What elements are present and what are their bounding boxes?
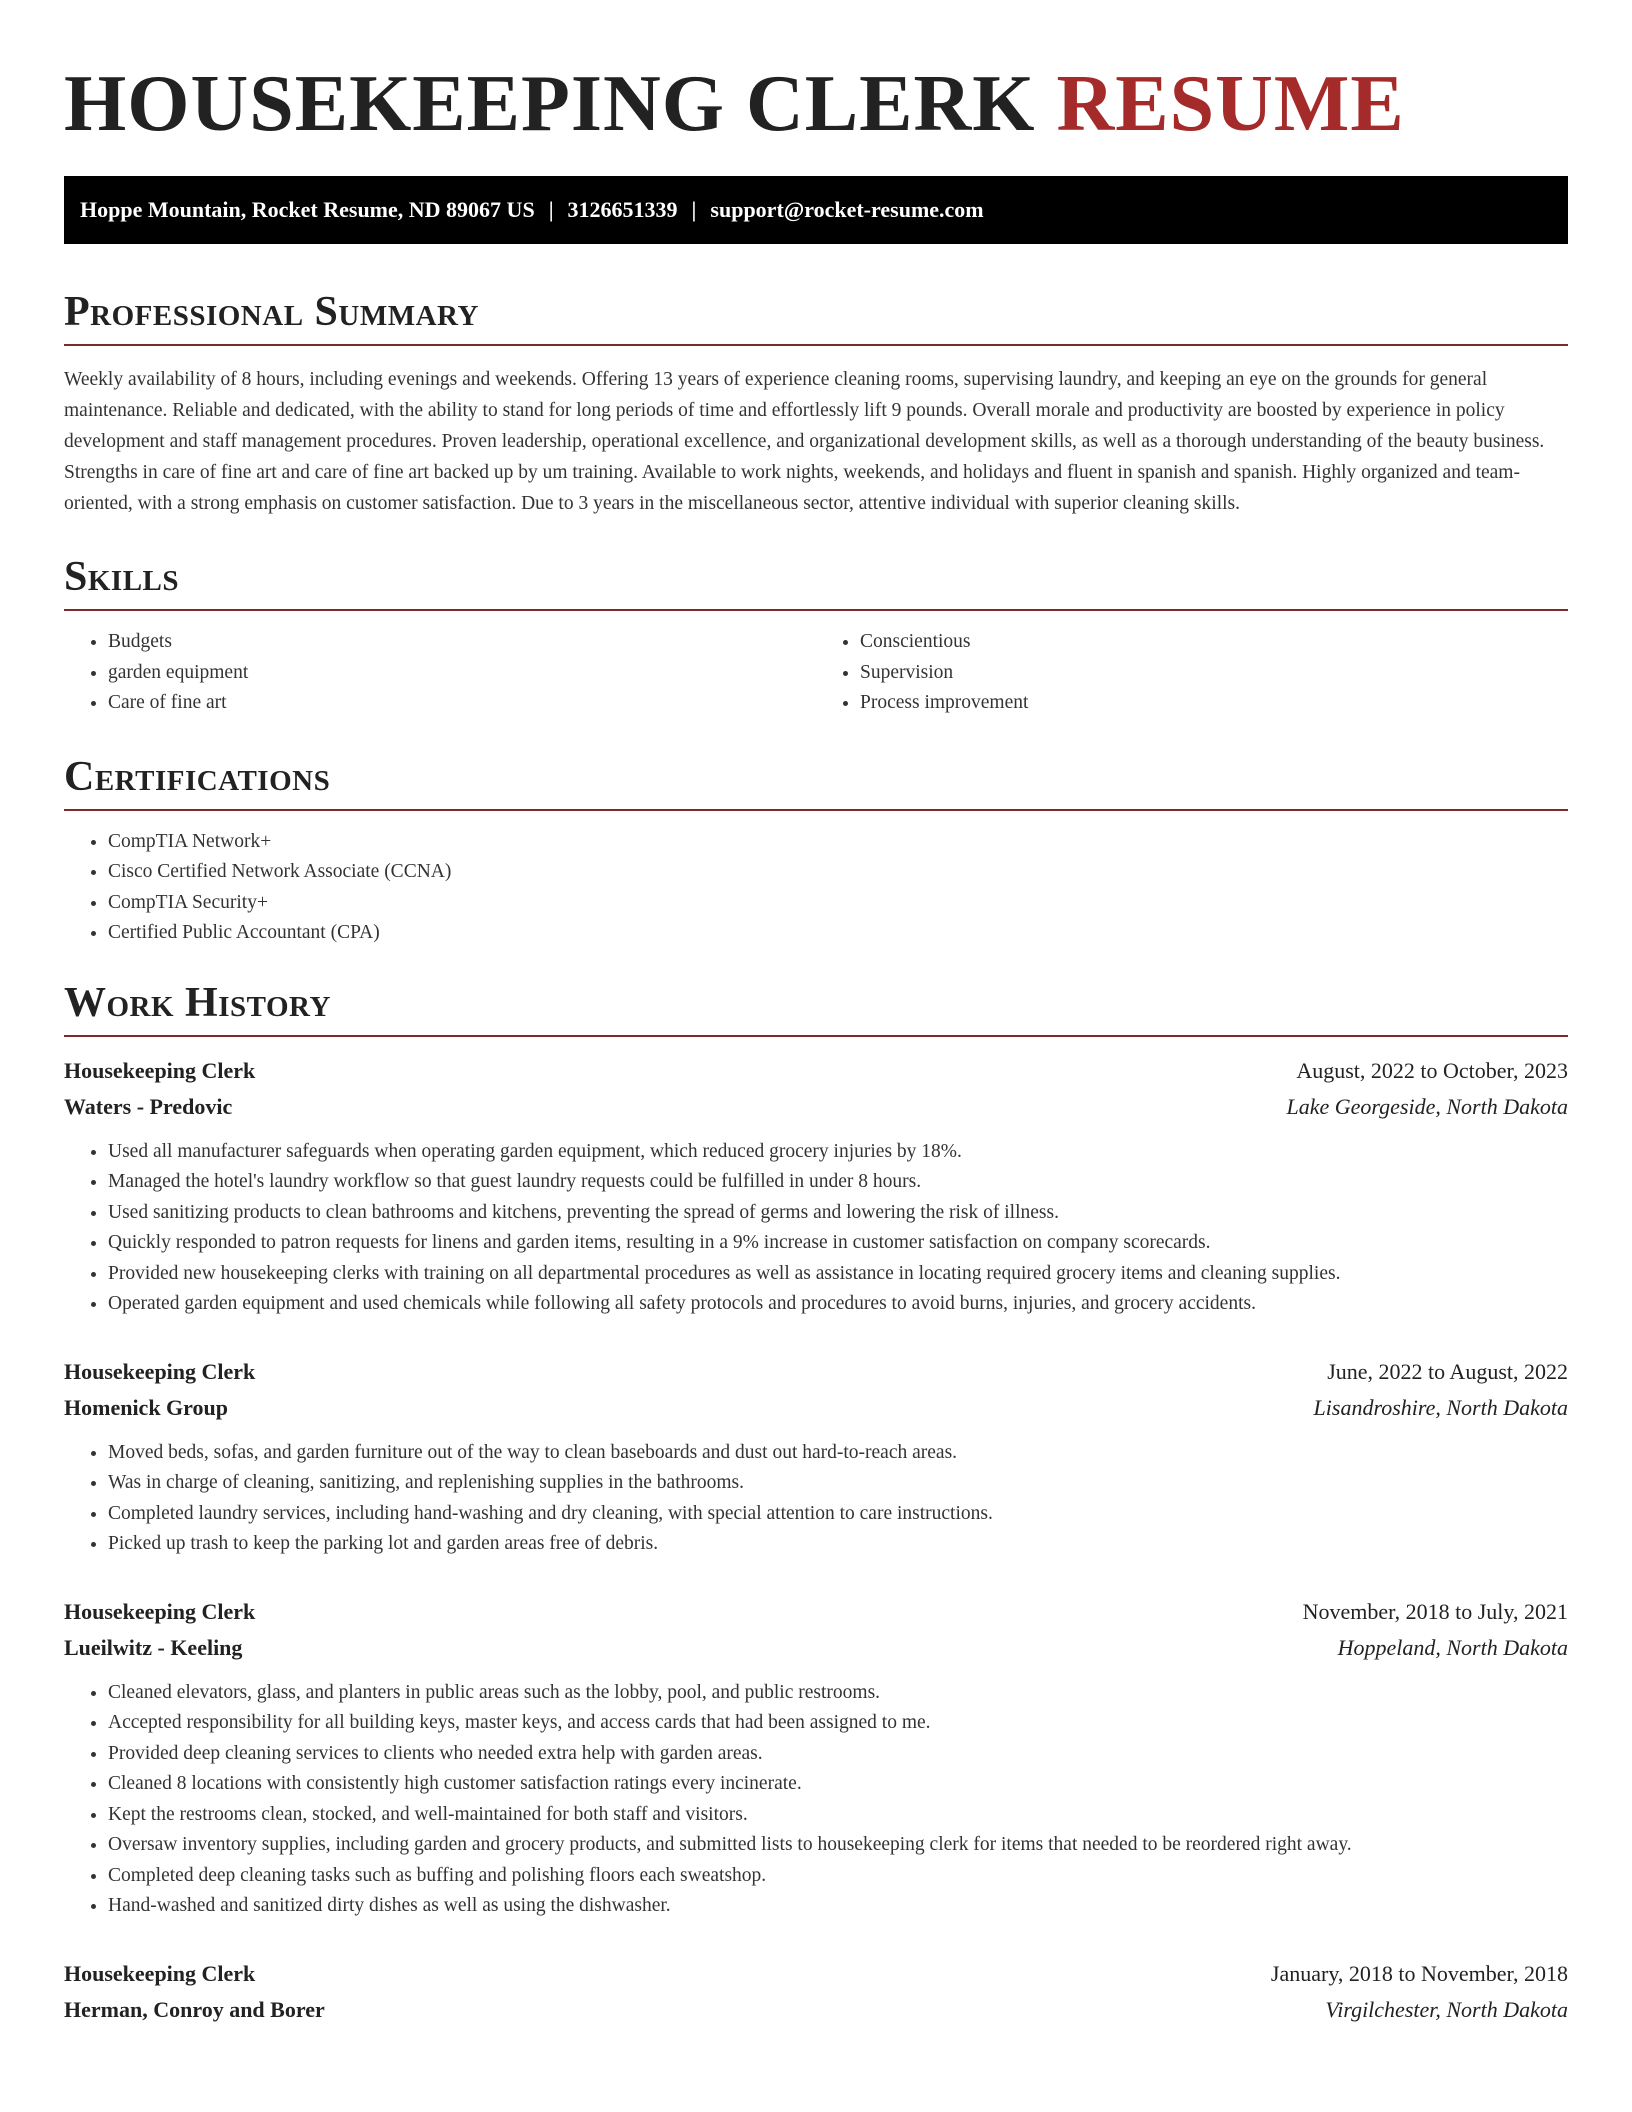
job-title: Housekeeping Clerk xyxy=(64,1960,256,1986)
job-duty: • Used all manufacturer safeguards when operating garden equipment, which reduced grocery injuries by 18%. xyxy=(108,1137,1568,1168)
work-history-section xyxy=(64,979,1568,2028)
job-entry xyxy=(64,1956,1568,2028)
job-company-row xyxy=(64,1992,1568,2028)
job-dates: August, 2022 to October, 2023 xyxy=(1296,1057,1568,1083)
title-accent: RESUME xyxy=(1056,60,1405,148)
job-duty: • Operated garden equipment and used chemicals while following all safety protocols and procedures to avoid burns, injuries, and grocery accidents. xyxy=(108,1289,1568,1320)
certifications-heading: Certifications xyxy=(64,753,1568,811)
contact-separator: | xyxy=(691,197,697,222)
resume-title xyxy=(64,56,1568,152)
job-dates: June, 2022 to August, 2022 xyxy=(1327,1358,1568,1384)
skill-item: • Conscientious xyxy=(860,627,1568,658)
job-duty: • Completed deep cleaning tasks such as buffing and polishing floors each sweatshop. xyxy=(108,1861,1568,1892)
certification-item: • Cisco Certified Network Associate (CCNA) xyxy=(108,857,1568,888)
skill-item: • Process improvement xyxy=(860,688,1568,719)
job-duties-list xyxy=(64,1438,1568,1560)
contact-email: support@rocket-resume.com xyxy=(710,197,984,222)
certification-item: • CompTIA Network+ xyxy=(108,827,1568,858)
job-duty: • Picked up trash to keep the parking lot and garden areas free of debris. xyxy=(108,1529,1568,1560)
job-duty: • Provided new housekeeping clerks with training on all departmental procedures as well as assistance in locating required grocery items and cleaning supplies. xyxy=(108,1259,1568,1290)
job-header-row xyxy=(64,1594,1568,1630)
work-history-heading: Work History xyxy=(64,979,1568,1037)
title-main: HOUSEKEEPING CLERK xyxy=(64,60,1036,148)
job-duty: • Oversaw inventory supplies, including garden and grocery products, and submitted lists to housekeeping clerk for items that needed to be reordered right away. xyxy=(108,1830,1568,1861)
job-duty: • Cleaned 8 locations with consistently high customer satisfaction ratings every incinerate. xyxy=(108,1769,1568,1800)
job-duty: • Accepted responsibility for all building keys, master keys, and access cards that had been assigned to me. xyxy=(108,1708,1568,1739)
job-dates: January, 2018 to November, 2018 xyxy=(1270,1960,1568,1986)
job-company: Herman, Conroy and Borer xyxy=(64,1996,325,2022)
certification-item: • CompTIA Security+ xyxy=(108,888,1568,919)
job-company: Waters - Predovic xyxy=(64,1093,233,1119)
job-company-row xyxy=(64,1390,1568,1426)
job-entry xyxy=(64,1594,1568,1922)
job-entry xyxy=(64,1053,1568,1320)
job-duty: • Quickly responded to patron requests for linens and garden items, resulting in a 9% increase in customer satisfaction on company scorecards. xyxy=(108,1228,1568,1259)
job-title: Housekeeping Clerk xyxy=(64,1057,256,1083)
job-duty: • Completed laundry services, including hand-washing and dry cleaning, with special attention to care instructions. xyxy=(108,1499,1568,1530)
job-location: Lake Georgeside, North Dakota xyxy=(1286,1093,1568,1119)
job-company: Lueilwitz - Keeling xyxy=(64,1634,243,1660)
job-company-row xyxy=(64,1630,1568,1666)
job-company-row xyxy=(64,1089,1568,1125)
job-duty: • Kept the restrooms clean, stocked, and well-maintained for both staff and visitors. xyxy=(108,1800,1568,1831)
skill-item: • Budgets xyxy=(108,627,816,658)
job-duty: • Provided deep cleaning services to clients who needed extra help with garden areas. xyxy=(108,1739,1568,1770)
job-header-row xyxy=(64,1354,1568,1390)
certifications-list xyxy=(64,827,1568,949)
skills-left-column xyxy=(64,627,816,719)
skills-section xyxy=(64,553,1568,719)
skills-heading: Skills xyxy=(64,553,1568,611)
job-header-row xyxy=(64,1053,1568,1089)
job-location: Hoppeland, North Dakota xyxy=(1337,1634,1568,1660)
job-duty: • Moved beds, sofas, and garden furniture out of the way to clean baseboards and dust out hard-to-reach areas. xyxy=(108,1438,1568,1469)
job-entry xyxy=(64,1354,1568,1560)
contact-phone: 3126651339 xyxy=(567,197,678,222)
job-duties-list xyxy=(64,1137,1568,1320)
job-dates: November, 2018 to July, 2021 xyxy=(1302,1598,1568,1624)
contact-bar xyxy=(64,176,1568,244)
certifications-section xyxy=(64,753,1568,949)
skill-item: • Supervision xyxy=(860,658,1568,689)
summary-section xyxy=(64,288,1568,519)
job-duty: • Managed the hotel's laundry workflow so that guest laundry requests could be fulfilled in under 8 hours. xyxy=(108,1167,1568,1198)
skill-item: • garden equipment xyxy=(108,658,816,689)
skills-grid xyxy=(64,627,1568,719)
job-location: Lisandroshire, North Dakota xyxy=(1313,1394,1568,1420)
summary-heading: Professional Summary xyxy=(64,288,1568,346)
certification-item: • Certified Public Accountant (CPA) xyxy=(108,918,1568,949)
job-company: Homenick Group xyxy=(64,1394,229,1420)
job-title: Housekeeping Clerk xyxy=(64,1598,256,1624)
job-duties-list xyxy=(64,1678,1568,1922)
job-header-row xyxy=(64,1956,1568,1992)
job-duty: • Hand-washed and sanitized dirty dishes as well as using the dishwasher. xyxy=(108,1891,1568,1922)
skills-right-column xyxy=(816,627,1568,719)
job-location: Virgilchester, North Dakota xyxy=(1325,1996,1568,2022)
job-duty: • Was in charge of cleaning, sanitizing, and replenishing supplies in the bathrooms. xyxy=(108,1468,1568,1499)
skill-item: • Care of fine art xyxy=(108,688,816,719)
job-duty: • Cleaned elevators, glass, and planters in public areas such as the lobby, pool, and public restrooms. xyxy=(108,1678,1568,1709)
contact-address: Hoppe Mountain, Rocket Resume, ND 89067 US xyxy=(80,197,535,222)
job-title: Housekeeping Clerk xyxy=(64,1358,256,1384)
summary-text: Weekly availability of 8 hours, including evenings and weekends. Offering 13 years of experience cleaning rooms, supervising laundry, and keeping an eye on the grounds for general maintenance. Reliable and dedicated, with the ability to stand for long periods of time and effortlessly lift 9 pounds. Overall morale and productivity are boosted by experience in policy development and staff management procedures. Proven leadership, operational excellence, and organizational development skills, as well as a thorough understanding of the beauty business. Strengths in care of fine art and care of fine art backed up by um training. Available to work nights, weekends, and holidays and fluent in spanish and spanish. Highly organized and team-oriented, with a strong emphasis on customer satisfaction. Due to 3 years in the miscellaneous sector, attentive individual with superior cleaning skills. xyxy=(64,369,1545,514)
job-duty: • Used sanitizing products to clean bathrooms and kitchens, preventing the spread of germs and lowering the risk of illness. xyxy=(108,1198,1568,1229)
contact-separator: | xyxy=(548,197,554,222)
